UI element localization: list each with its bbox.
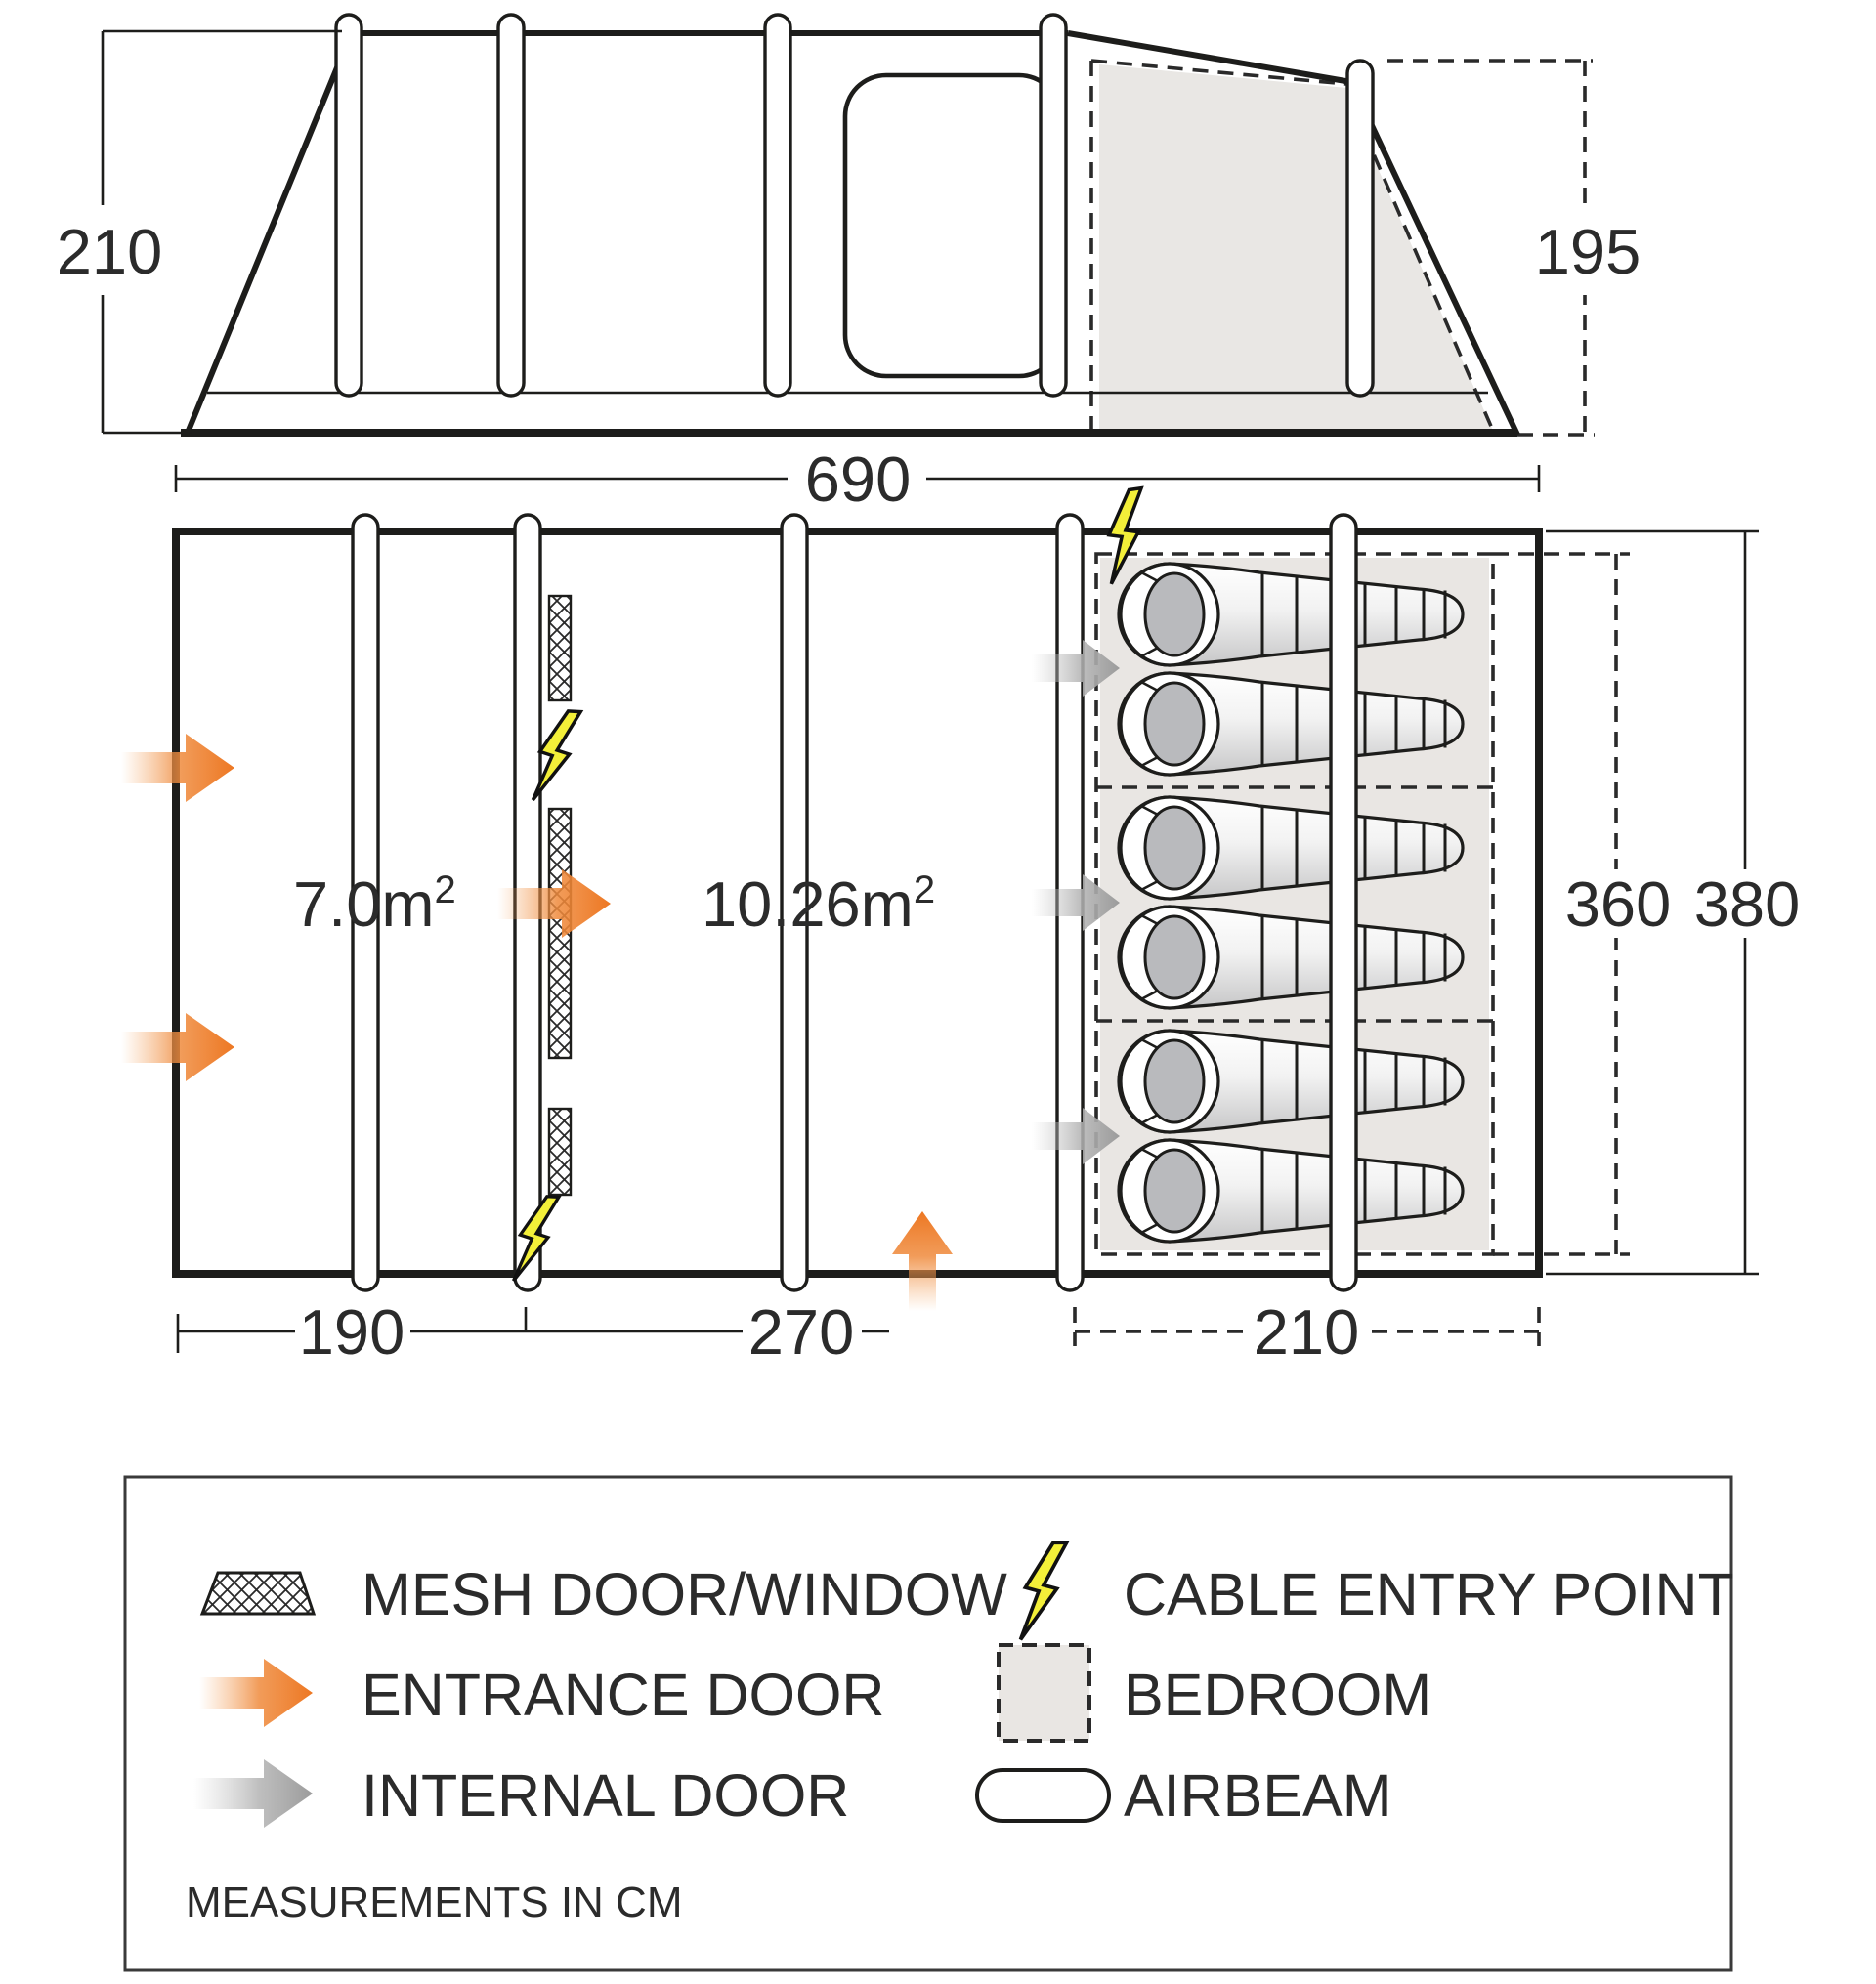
- legend-cable-label: CABLE ENTRY POINT: [1124, 1561, 1734, 1627]
- airbeam-icon: [1041, 15, 1066, 396]
- floorplan-view: [115, 488, 1808, 1368]
- side-height-label: 210: [56, 216, 163, 287]
- legend-mesh-label: MESH DOOR/WINDOW: [362, 1561, 1007, 1627]
- entrance-door-arrow-icon: [892, 1211, 953, 1311]
- tent-width-label: 380: [1693, 868, 1801, 940]
- legend-internal-label: INTERNAL DOOR: [362, 1762, 850, 1829]
- living-area-label: $10.26m^2$: [702, 868, 936, 940]
- mesh-panel: [549, 596, 571, 700]
- bedroom-length-label: 210: [1253, 1296, 1360, 1368]
- total-length-label: 690: [804, 443, 912, 515]
- airbeam-icon: [765, 15, 790, 396]
- elevation-bedroom-shade: [1099, 64, 1493, 431]
- window: [845, 75, 1060, 376]
- legend-bedroom-label: BEDROOM: [1124, 1662, 1432, 1728]
- mesh-panel: [549, 1109, 571, 1195]
- bedroom-width-label: 360: [1564, 868, 1672, 940]
- airbeam-icon: [1347, 61, 1373, 396]
- measurements-note: MEASUREMENTS IN CM: [186, 1878, 683, 1926]
- airbeam-icon: [977, 1770, 1109, 1821]
- airbeam-icon: [1331, 515, 1356, 1290]
- airbeam-icon: [336, 15, 362, 396]
- dimension-210-height: [51, 31, 342, 433]
- elevation-view: [51, 15, 1647, 435]
- legend-entrance-label: ENTRANCE DOOR: [362, 1662, 885, 1728]
- bedroom-swatch-icon: [999, 1645, 1089, 1741]
- dimension-690: [176, 443, 1539, 515]
- airbeam-icon: [498, 15, 524, 396]
- legend-airbeam-label: AIRBEAM: [1124, 1762, 1392, 1829]
- living-length-label: 270: [747, 1296, 855, 1368]
- dimension-bottom: [178, 1296, 1539, 1368]
- legend: [125, 1477, 1734, 1970]
- mesh-door-window-icon: [202, 1573, 314, 1614]
- rear-height-label: 195: [1534, 216, 1642, 287]
- porch-length-label: 190: [298, 1296, 405, 1368]
- porch-area-label: $7.0m^2$: [293, 868, 456, 940]
